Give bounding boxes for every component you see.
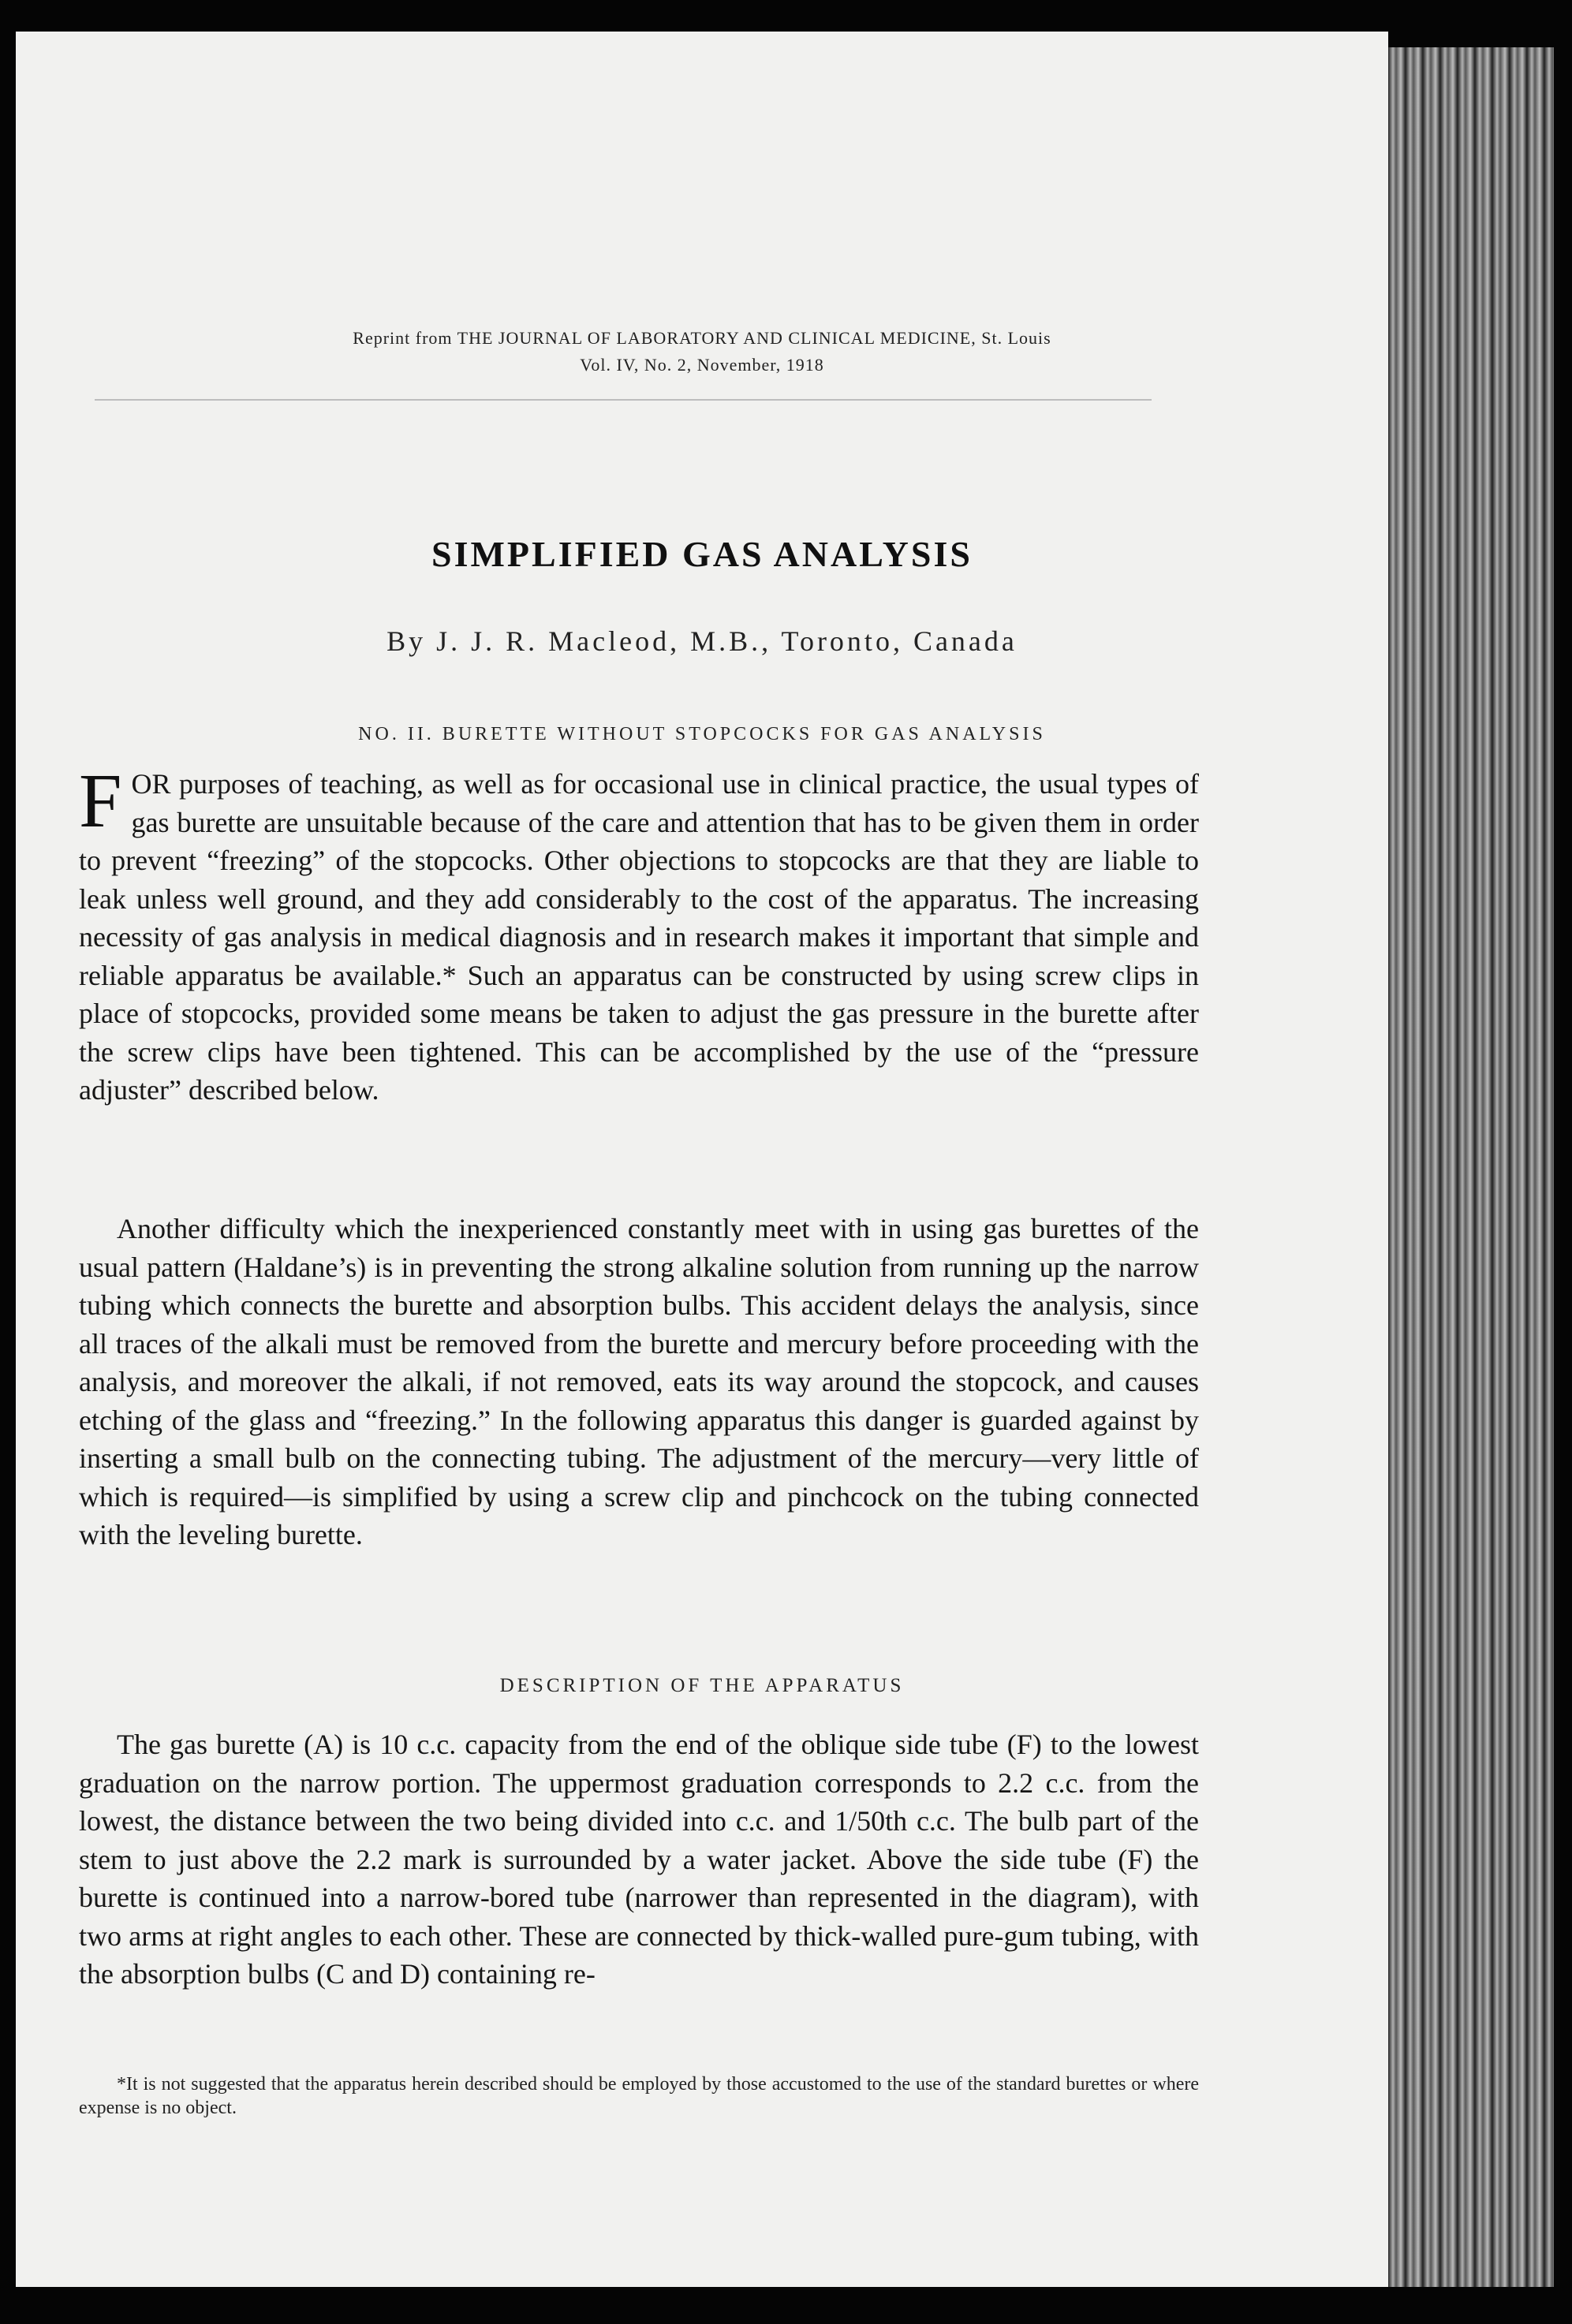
reprint-line-2: Vol. IV, No. 2, November, 1918	[580, 355, 824, 375]
paragraph-1	[79, 759, 1199, 1110]
article-byline: By J. J. R. Macleod, M.B., Toronto, Canada	[386, 625, 1018, 657]
reprint-line-1: Reprint from THE JOURNAL OF LABORATORY AND CLINICAL MEDICINE, St. Louis	[353, 328, 1051, 348]
drop-cap: F	[79, 759, 122, 844]
footnote: *It is not suggested that the apparatus herein described should be employed by those accustomed to the use of the standard burettes or where expense is no object.	[79, 2074, 1199, 2118]
article-subheading: NO. II. BURETTE WITHOUT STOPCOCKS FOR GAS ANALYSIS	[358, 724, 1046, 744]
header-divider	[95, 399, 1152, 401]
journal-page	[16, 32, 1388, 2287]
section-heading-apparatus: DESCRIPTION OF THE APPARATUS	[499, 1675, 905, 1696]
paragraph-3: The gas burette (A) is 10 c.c. capacity from the end of the oblique side tube (F) to the lowest graduation on the narrow portion. The uppermost graduation corresponds to 2.2 c.c. from the lowest, the distance between the two being divided into c.c. and 1/50th c.c. The bulb part of the stem to just above the 2.2 mark is surrounded by a water jacket. Above the side tube (F) the burette is continued into a narrow-bored tube (narrower than represented in the diagram), with two arms at right angles to each other. These are connected by thick-walled pure-gum tubing, with the absorption bulbs (C and D) containing re-	[79, 1729, 1199, 1990]
paragraph-2: Another difficulty which the inexperienced constantly meet with in using gas burettes of the usual pattern (Haldane’s) is in preventing the strong alkaline solution from running up the narrow tubing which connects the burette and absorption bulbs. This accident delays the analysis, since all traces of the alkali must be removed from the burette and mercury before proceeding with the analysis, and moreover the alkali, if not removed, eats its way around the stopcock, and causes etching of the glass and “freezing.” In the following apparatus this danger is guarded against by inserting a small bulb on the connecting tubing. The adjustment of the mercury—very little of which is required—is simplified by using a screw clip and pinchcock on the tubing connected with the leveling burette.	[79, 1213, 1199, 1550]
reprint-header	[16, 325, 1388, 379]
book-page-edges	[1388, 47, 1554, 2287]
article-title: SIMPLIFIED GAS ANALYSIS	[431, 534, 973, 574]
paragraph-1-text: OR purposes of teaching, as well as for occasional use in clinical practice, the usual types of gas burette are unsuitable because of the care and attention that has to be given them in order to prevent “freezing” of the stopcocks. Other objections to stopcocks are that they are liable to leak unless well ground, and they add considerably to the cost of the apparatus. The increasing necessity of gas analysis in medical diagnosis and in research makes it important that simple and reliable apparatus be available.* Such an apparatus can be constructed by using screw clips in place of stopcocks, provided some means be taken to adjust the gas pressure in the burette after the screw clips have been tightened. This can be accomplished by the use of the “pressure adjuster” described below.	[79, 768, 1199, 1106]
